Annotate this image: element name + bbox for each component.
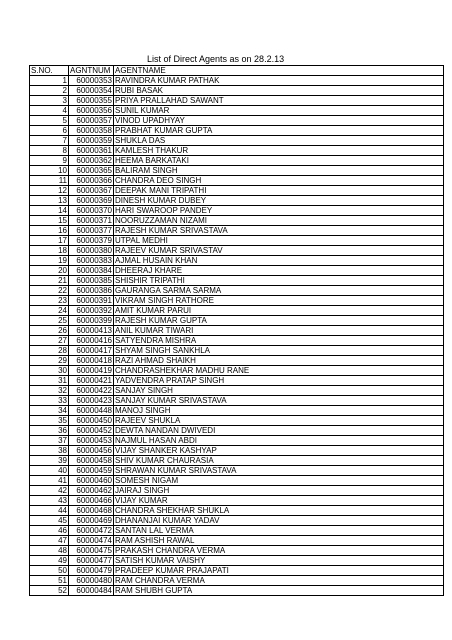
row-sno: 21 <box>30 276 69 286</box>
row-agent-number: 60000466 <box>69 496 114 506</box>
row-agent-number: 60000423 <box>69 396 114 406</box>
agent-list-sheet <box>29 53 443 596</box>
column-header-agentname: AGENTNAME <box>114 66 444 76</box>
row-agent-name: RUBI BASAK <box>114 86 444 96</box>
row-agent-number: 60000462 <box>69 486 114 496</box>
row-agent-number: 60000356 <box>69 106 114 116</box>
row-agent-number: 60000365 <box>69 166 114 176</box>
table-row <box>30 76 444 86</box>
row-agent-number: 60000357 <box>69 116 114 126</box>
row-agent-name: DEEPAK MANI TRIPATHI <box>114 186 444 196</box>
row-sno: 9 <box>30 156 69 166</box>
row-agent-name: JAIRAJ SINGH <box>114 486 444 496</box>
row-agent-number: 60000469 <box>69 516 114 526</box>
table-body <box>30 76 444 596</box>
row-sno: 44 <box>30 506 69 516</box>
row-agent-number: 60000416 <box>69 336 114 346</box>
row-agent-number: 60000417 <box>69 346 114 356</box>
row-agent-number: 60000472 <box>69 526 114 536</box>
row-sno: 24 <box>30 306 69 316</box>
row-agent-number: 60000384 <box>69 266 114 276</box>
row-sno: 1 <box>30 76 69 86</box>
table-row <box>30 416 444 426</box>
row-agent-number: 60000385 <box>69 276 114 286</box>
row-agent-name: RAM CHANDRA VERMA <box>114 576 444 586</box>
row-sno: 33 <box>30 396 69 406</box>
table-row <box>30 306 444 316</box>
row-sno: 5 <box>30 116 69 126</box>
row-sno: 15 <box>30 216 69 226</box>
row-sno: 7 <box>30 136 69 146</box>
row-sno: 3 <box>30 96 69 106</box>
table-row <box>30 406 444 416</box>
row-sno: 48 <box>30 546 69 556</box>
row-agent-number: 60000359 <box>69 136 114 146</box>
table-row <box>30 286 444 296</box>
row-agent-number: 60000392 <box>69 306 114 316</box>
table-row <box>30 236 444 246</box>
row-sno: 35 <box>30 416 69 426</box>
row-sno: 30 <box>30 366 69 376</box>
table-row <box>30 496 444 506</box>
row-sno: 47 <box>30 536 69 546</box>
table-row <box>30 216 444 226</box>
table-row <box>30 86 444 96</box>
table-row <box>30 206 444 216</box>
column-header-agntnum: AGNTNUM <box>69 66 114 76</box>
row-agent-name: VIKRAM SINGH RATHORE <box>114 296 444 306</box>
row-agent-name: DEWTA NANDAN DWIVEDI <box>114 426 444 436</box>
table-row <box>30 106 444 116</box>
row-sno: 14 <box>30 206 69 216</box>
row-sno: 20 <box>30 266 69 276</box>
row-agent-name: YADVENDRA PRATAP SINGH <box>114 376 444 386</box>
row-agent-number: 60000456 <box>69 446 114 456</box>
row-agent-name: HARI SWAROOP PANDEY <box>114 206 444 216</box>
agents-table <box>29 65 444 596</box>
table-row <box>30 556 444 566</box>
table-row <box>30 296 444 306</box>
table-row <box>30 366 444 376</box>
table-row <box>30 446 444 456</box>
row-sno: 43 <box>30 496 69 506</box>
row-agent-name: SANJAY KUMAR SRIVASTAVA <box>114 396 444 406</box>
row-agent-name: VINOD UPADHYAY <box>114 116 444 126</box>
row-sno: 18 <box>30 246 69 256</box>
row-sno: 39 <box>30 456 69 466</box>
row-sno: 52 <box>30 586 69 596</box>
table-row <box>30 586 444 596</box>
row-sno: 23 <box>30 296 69 306</box>
row-agent-name: HEEMA BARKATAKI <box>114 156 444 166</box>
table-row <box>30 466 444 476</box>
table-row <box>30 376 444 386</box>
table-row <box>30 386 444 396</box>
row-sno: 6 <box>30 126 69 136</box>
row-sno: 16 <box>30 226 69 236</box>
table-row <box>30 456 444 466</box>
row-agent-number: 60000371 <box>69 216 114 226</box>
row-sno: 4 <box>30 106 69 116</box>
row-sno: 28 <box>30 346 69 356</box>
table-row <box>30 346 444 356</box>
table-row <box>30 566 444 576</box>
row-agent-number: 60000399 <box>69 316 114 326</box>
table-row <box>30 276 444 286</box>
row-agent-number: 60000484 <box>69 586 114 596</box>
row-agent-name: RAJESH KUMAR SRIVASTAVA <box>114 226 444 236</box>
row-agent-number: 60000460 <box>69 476 114 486</box>
row-agent-name: SUNIL KUMAR <box>114 106 444 116</box>
row-sno: 2 <box>30 86 69 96</box>
row-agent-number: 60000422 <box>69 386 114 396</box>
row-agent-number: 60000418 <box>69 356 114 366</box>
row-agent-number: 60000367 <box>69 186 114 196</box>
row-agent-name: DHANANJAI KUMAR YADAV <box>114 516 444 526</box>
table-row <box>30 256 444 266</box>
row-agent-number: 60000475 <box>69 546 114 556</box>
row-agent-name: UTPAL MEDHI <box>114 236 444 246</box>
row-agent-name: CHANDRASHEKHAR MADHU RANE <box>114 366 444 376</box>
table-row <box>30 506 444 516</box>
row-agent-number: 60000353 <box>69 76 114 86</box>
row-agent-name: SHIV KUMAR CHAURASIA <box>114 456 444 466</box>
table-row <box>30 96 444 106</box>
column-header-sno: S.NO. <box>30 66 69 76</box>
row-agent-name: PRABHAT KUMAR GUPTA <box>114 126 444 136</box>
table-row <box>30 396 444 406</box>
header-row <box>30 66 444 76</box>
row-agent-number: 60000380 <box>69 246 114 256</box>
table-row <box>30 336 444 346</box>
row-agent-number: 60000474 <box>69 536 114 546</box>
row-sno: 41 <box>30 476 69 486</box>
row-sno: 50 <box>30 566 69 576</box>
row-sno: 46 <box>30 526 69 536</box>
row-agent-name: CHANDRA SHEKHAR SHUKLA <box>114 506 444 516</box>
table-row <box>30 356 444 366</box>
table-row <box>30 226 444 236</box>
row-agent-number: 60000366 <box>69 176 114 186</box>
row-agent-number: 60000358 <box>69 126 114 136</box>
row-sno: 36 <box>30 426 69 436</box>
row-agent-name: SATYENDRA MISHRA <box>114 336 444 346</box>
row-agent-name: RAJEEV KUMAR SRIVASTAV <box>114 246 444 256</box>
row-sno: 37 <box>30 436 69 446</box>
row-agent-number: 60000413 <box>69 326 114 336</box>
table-row <box>30 156 444 166</box>
row-sno: 49 <box>30 556 69 566</box>
row-agent-number: 60000362 <box>69 156 114 166</box>
row-sno: 17 <box>30 236 69 246</box>
row-agent-number: 60000370 <box>69 206 114 216</box>
row-agent-name: PRADEEP KUMAR PRAJAPATI <box>114 566 444 576</box>
table-row <box>30 316 444 326</box>
row-sno: 11 <box>30 176 69 186</box>
table-row <box>30 136 444 146</box>
table-row <box>30 196 444 206</box>
table-row <box>30 546 444 556</box>
row-agent-name: RAM SHUBH GUPTA <box>114 586 444 596</box>
row-agent-number: 60000379 <box>69 236 114 246</box>
row-agent-name: VIJAY KUMAR <box>114 496 444 506</box>
table-row <box>30 146 444 156</box>
table-row <box>30 486 444 496</box>
document-title: List of Direct Agents as on 28.2.13 <box>147 54 285 64</box>
row-agent-number: 60000377 <box>69 226 114 236</box>
row-agent-name: SHYAM SINGH SANKHLA <box>114 346 444 356</box>
row-sno: 40 <box>30 466 69 476</box>
table-row <box>30 266 444 276</box>
table-row <box>30 166 444 176</box>
row-sno: 26 <box>30 326 69 336</box>
row-agent-name: ANIL KUMAR TIWARI <box>114 326 444 336</box>
row-agent-number: 60000419 <box>69 366 114 376</box>
table-row <box>30 426 444 436</box>
table-row <box>30 516 444 526</box>
row-agent-number: 60000354 <box>69 86 114 96</box>
row-agent-name: SHUKLA DAS <box>114 136 444 146</box>
row-sno: 45 <box>30 516 69 526</box>
row-agent-name: DINESH KUMAR DUBEY <box>114 196 444 206</box>
row-agent-name: SATISH KUMAR VAISHY <box>114 556 444 566</box>
row-agent-number: 60000383 <box>69 256 114 266</box>
row-agent-name: RAM ASHISH RAWAL <box>114 536 444 546</box>
row-agent-number: 60000391 <box>69 296 114 306</box>
row-agent-name: RAJEEV SHUKLA <box>114 416 444 426</box>
row-agent-number: 60000477 <box>69 556 114 566</box>
row-agent-name: MANOJ SINGH <box>114 406 444 416</box>
row-sno: 27 <box>30 336 69 346</box>
row-agent-name: RAZI AHMAD SHAIKH <box>114 356 444 366</box>
table-row <box>30 186 444 196</box>
row-agent-name: SHRAWAN KUMAR SRIVASTAVA <box>114 466 444 476</box>
table-row <box>30 116 444 126</box>
row-sno: 32 <box>30 386 69 396</box>
row-agent-number: 60000480 <box>69 576 114 586</box>
row-sno: 31 <box>30 376 69 386</box>
row-agent-number: 60000468 <box>69 506 114 516</box>
row-agent-name: BALIRAM SINGH <box>114 166 444 176</box>
row-agent-number: 60000459 <box>69 466 114 476</box>
row-agent-number: 60000361 <box>69 146 114 156</box>
row-agent-number: 60000479 <box>69 566 114 576</box>
row-agent-name: RAJESH KUMAR GUPTA <box>114 316 444 326</box>
row-agent-name: PRAKASH CHANDRA VERMA <box>114 546 444 556</box>
row-agent-name: AJMAL HUSAIN KHAN <box>114 256 444 266</box>
row-agent-name: KAMLESH THAKUR <box>114 146 444 156</box>
row-sno: 25 <box>30 316 69 326</box>
row-agent-number: 60000448 <box>69 406 114 416</box>
row-sno: 8 <box>30 146 69 156</box>
row-agent-name: GAURANGA SARMA SARMA <box>114 286 444 296</box>
table-row <box>30 576 444 586</box>
row-agent-number: 60000355 <box>69 96 114 106</box>
row-agent-name: NAJMUL HASAN ABDI <box>114 436 444 446</box>
table-row <box>30 526 444 536</box>
row-agent-name: SHISHIR TRIPATHI <box>114 276 444 286</box>
row-sno: 10 <box>30 166 69 176</box>
table-row <box>30 436 444 446</box>
row-agent-name: SANTAN LAL VERMA <box>114 526 444 536</box>
row-sno: 19 <box>30 256 69 266</box>
table-row <box>30 126 444 136</box>
row-agent-name: DHEERAJ KHARE <box>114 266 444 276</box>
row-agent-name: NOORUZZAMAN NIZAMI <box>114 216 444 226</box>
row-agent-name: PRIYA PRALLAHAD SAWANT <box>114 96 444 106</box>
row-agent-number: 60000450 <box>69 416 114 426</box>
row-agent-name: SANJAY SINGH <box>114 386 444 396</box>
table-row <box>30 326 444 336</box>
row-sno: 29 <box>30 356 69 366</box>
row-sno: 42 <box>30 486 69 496</box>
table-row <box>30 476 444 486</box>
row-agent-number: 60000452 <box>69 426 114 436</box>
row-sno: 38 <box>30 446 69 456</box>
row-sno: 51 <box>30 576 69 586</box>
row-agent-number: 60000369 <box>69 196 114 206</box>
row-sno: 22 <box>30 286 69 296</box>
table-row <box>30 536 444 546</box>
row-sno: 12 <box>30 186 69 196</box>
row-agent-number: 60000453 <box>69 436 114 446</box>
table-row <box>30 176 444 186</box>
row-sno: 13 <box>30 196 69 206</box>
table-row <box>30 246 444 256</box>
row-agent-name: SOMESH NIGAM <box>114 476 444 486</box>
row-agent-name: CHANDRA DEO SINGH <box>114 176 444 186</box>
row-agent-name: AMIT KUMAR PARUI <box>114 306 444 316</box>
row-agent-number: 60000458 <box>69 456 114 466</box>
row-agent-name: RAVINDRA KUMAR PATHAK <box>114 76 444 86</box>
row-agent-name: VIJAY SHANKER KASHYAP <box>114 446 444 456</box>
row-agent-number: 60000386 <box>69 286 114 296</box>
row-sno: 34 <box>30 406 69 416</box>
row-agent-number: 60000421 <box>69 376 114 386</box>
